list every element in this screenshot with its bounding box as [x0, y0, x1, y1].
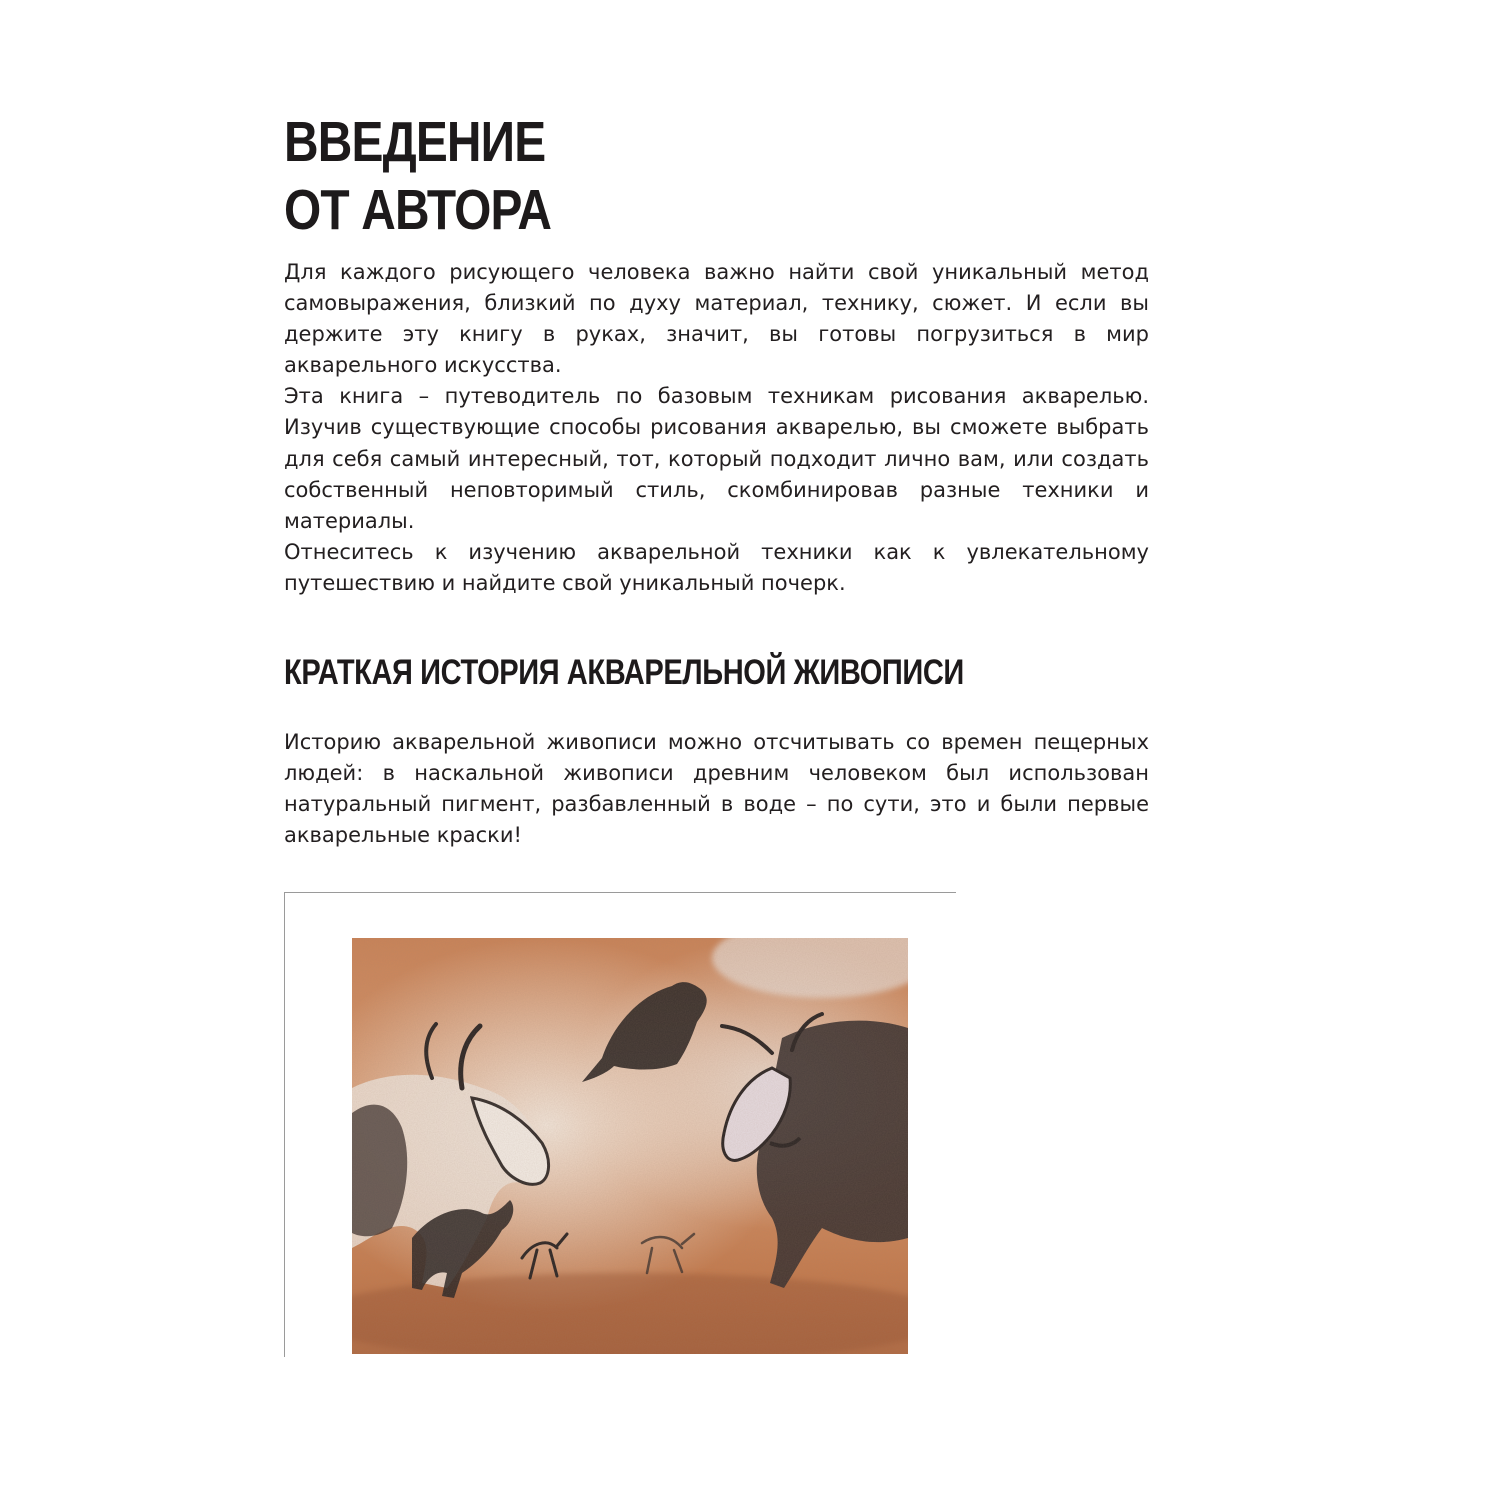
- page-title-line-2: ОТ АВТОРА: [284, 178, 552, 242]
- section-heading: КРАТКАЯ ИСТОРИЯ АКВАРЕЛЬНОЙ ЖИВОПИСИ: [284, 653, 964, 692]
- frame-line-left: [284, 892, 285, 1357]
- intro-text: [284, 257, 1149, 599]
- cave-painting-illustration: [352, 938, 908, 1354]
- frame-line-top: [284, 892, 956, 893]
- page-title: [284, 108, 788, 244]
- intro-paragraph-1: Для каждого рисующего человека важно найти свой уникальный метод самовыражения, близкий по духу материал, технику, сюжет. И если вы держите эту книгу в руках, значит, вы готовы погрузиться в мир акварельного искусства.: [284, 260, 1149, 378]
- history-text: [284, 727, 1149, 851]
- paper-texture: [352, 938, 908, 1354]
- page-title-line-1: ВВЕДЕНИЕ: [284, 110, 546, 174]
- intro-paragraph-3: Отнеситесь к изучению акварельной техники как к увлекательному путешествию и найдите свой уникальный почерк.: [284, 539, 1149, 595]
- history-paragraph-1: Историю акварельной живописи можно отсчитывать со времен пещерных людей: в наскальной живописи древним человеком был использован натуральный пигмент, разбавленный в воде – по сути, это и были первые акварельные краски!: [284, 730, 1149, 848]
- intro-paragraph-2: Эта книга – путеводитель по базовым техникам рисования акварелью. Изучив существующие способы рисования акварелью, вы сможете выбрать для себя самый интересный, тот, который подходит лично вам, или создать собственный неповторимый стиль, скомбинировав разные техники и материалы.: [284, 384, 1149, 533]
